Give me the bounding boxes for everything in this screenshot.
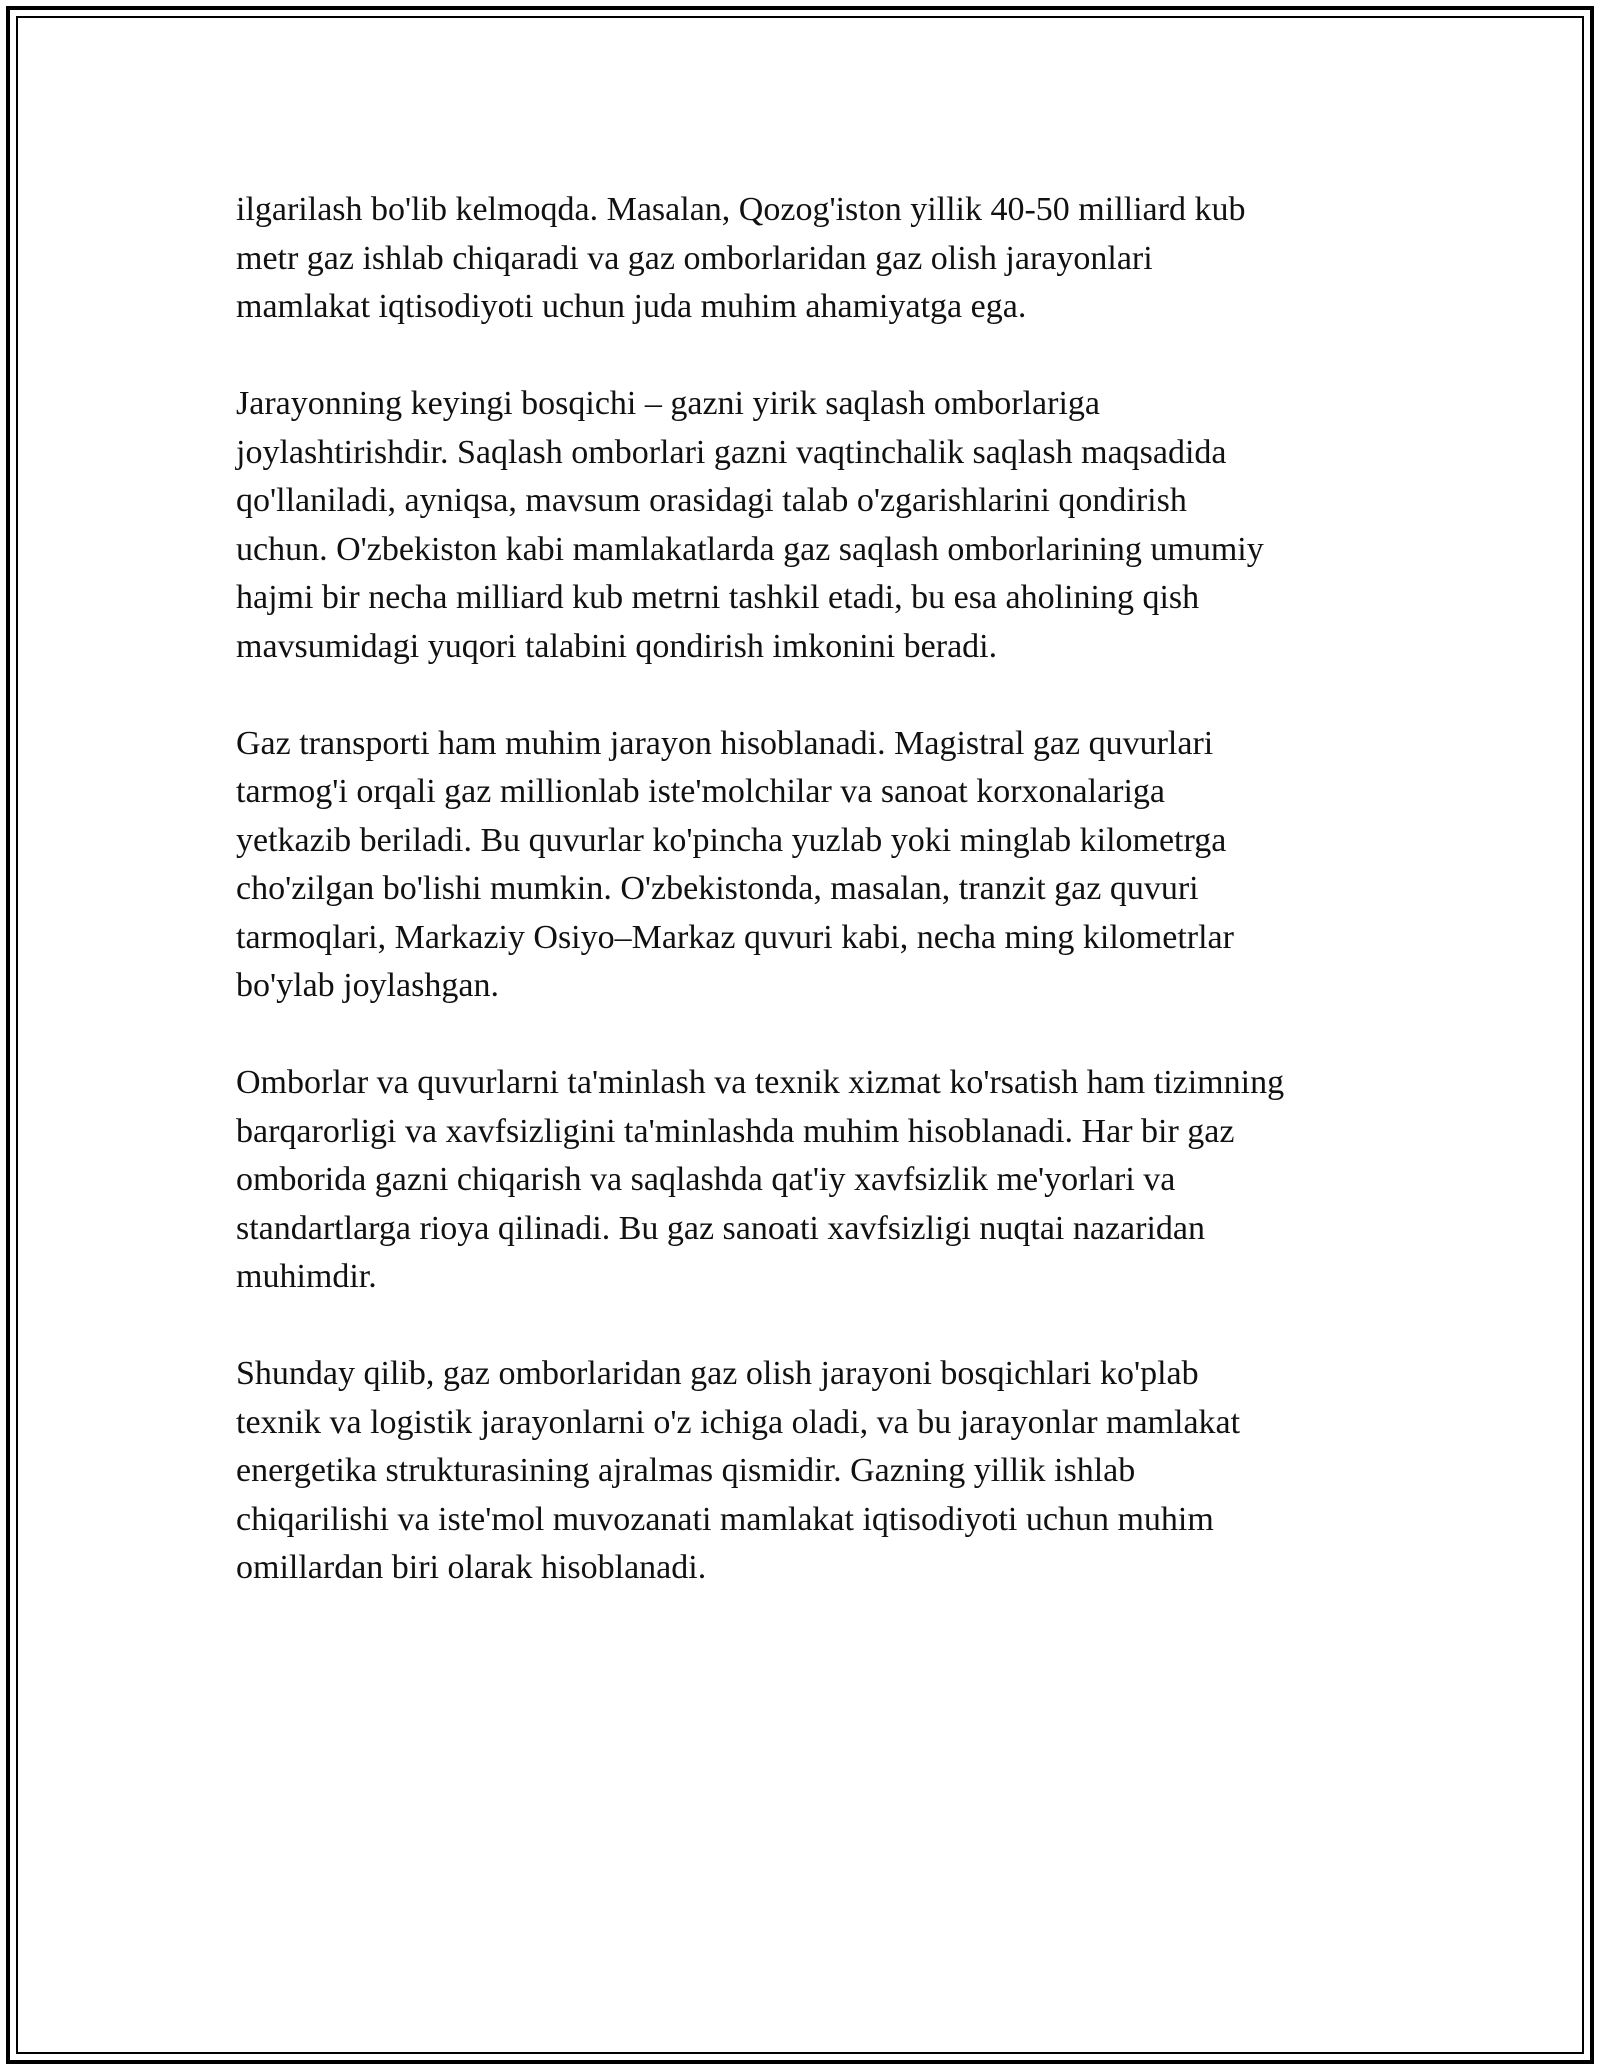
text-line: joylashtirishdir. Saqlash omborlari gazni vaqtinchalik saqlash maqsadida (236, 433, 1227, 471)
text-line: bo'ylab joylashgan. (236, 967, 499, 1004)
text-line: energetika strukturasining ajralmas qismidir. Gazning yillik ishlab (236, 1452, 1136, 1489)
text-line: mavsumidagi yuqori talabini qondirish imkonini beradi. (236, 627, 998, 665)
text-line: qo'llaniladi, ayniqsa, mavsum orasidagi talab o'zgarishlarini qondirish (236, 482, 1187, 519)
text-line: hajmi bir necha milliard kub metrni tashkil etadi, bu esa aholining qish (236, 579, 1200, 616)
text-line: omillardan biri olarak hisoblanadi. (236, 1549, 707, 1586)
text-line: cho'zilgan bo'lishi mumkin. O'zbekistonda, masalan, tranzit gaz quvuri (236, 870, 1199, 907)
text-line: ilgarilash bo'lib kelmoqda. Masalan, Qozog'iston yillik 40-50 milliard kub (236, 191, 1246, 228)
text-line: muhimdir. (236, 1258, 377, 1295)
text-line: omborida gazni chiqarish va saqlashda qat'iy xavfsizlik me'yorlari va (236, 1161, 1176, 1198)
text-line: tarmog'i orqali gaz millionlab iste'molchilar va sanoat korxonalariga (236, 773, 1166, 810)
text-line: standartlarga rioya qilinadi. Bu gaz sanoati xavfsizligi nuqtai nazaridan (236, 1209, 1205, 1247)
text-line: Gaz transporti ham muhim jarayon hisoblanadi. Magistral gaz quvurlari (236, 724, 1214, 762)
text-line: metr gaz ishlab chiqaradi va gaz omborlaridan gaz olish jarayonlari (236, 239, 1153, 277)
text-line: mamlakat iqtisodiyoti uchun juda muhim ahamiyatga ega. (236, 288, 1027, 325)
paragraph-2 (236, 380, 1376, 671)
text-line: Shunday qilib, gaz omborlaridan gaz olish jarayoni bosqichlari ko'plab (236, 1355, 1199, 1392)
paragraph-4 (236, 1059, 1376, 1302)
text-line: barqarorligi va xavfsizligini ta'minlashda muhim hisoblanadi. Har bir gaz (236, 1112, 1235, 1150)
text-line: yetkazib beriladi. Bu quvurlar ko'pincha yuzlab yoki minglab kilometrga (236, 821, 1227, 859)
text-line: Jarayonning keyingi bosqichi – gazni yirik saqlash omborlariga (236, 385, 1100, 422)
paragraph-1 (236, 186, 1376, 332)
text-line: tarmoqlari, Markaziy Osiyo–Markaz quvuri kabi, necha ming kilometrlar (236, 918, 1234, 956)
document-body (236, 186, 1376, 1641)
text-line: uchun. O'zbekiston kabi mamlakatlarda gaz saqlash omborlarining umumiy (236, 530, 1264, 568)
text-line: texnik va logistik jarayonlarni o'z ichiga oladi, va bu jarayonlar mamlakat (236, 1403, 1241, 1441)
text-line: chiqarilishi va iste'mol muvozanati mamlakat iqtisodiyoti uchun muhim (236, 1500, 1214, 1538)
text-line: Omborlar va quvurlarni ta'minlash va texnik xizmat ko'rsatish ham tizimning (236, 1064, 1285, 1101)
paragraph-5 (236, 1350, 1376, 1593)
paragraph-3 (236, 720, 1376, 1011)
